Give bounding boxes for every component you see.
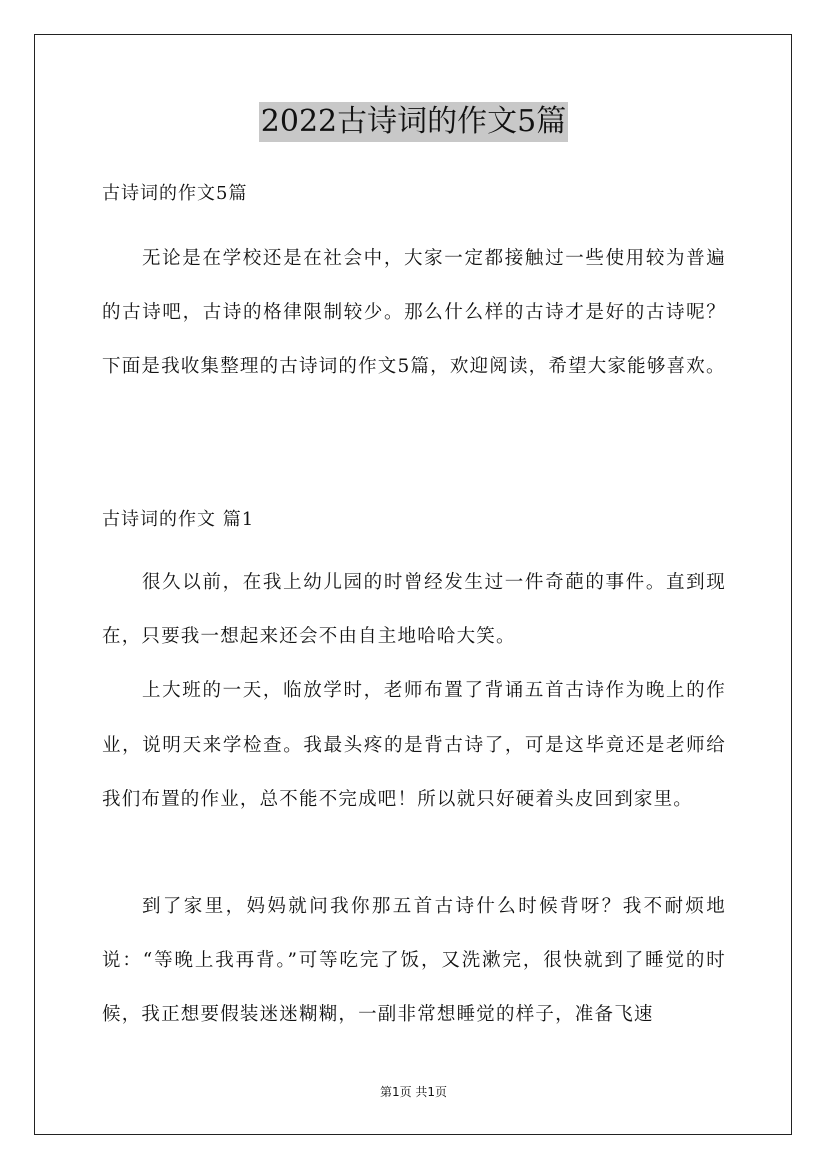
body-paragraph-3: 到了家里，妈妈就问我你那五首古诗什么时候背呀？我不耐烦地说：“等晚上我再背。”可等吃完了饭，又洗漱完，很快就到了睡觉的时候，我正想要假装迷迷糊糊，一副非常想睡觉的样子，准备飞速: [102, 896, 726, 1025]
title-wrap: [0, 102, 827, 142]
page-footer: 第1页 共1页: [379, 1085, 448, 1099]
document-subtitle: 古诗词的作文5篇: [102, 183, 248, 204]
document-title: 2022古诗词的作文5篇: [259, 102, 568, 142]
body-paragraph-2: 上大班的一天，临放学时，老师布置了背诵五首古诗作为晚上的作业，说明天来学检查。我最头疼的是背古诗了，可是这毕竟还是老师给我们布置的作业，总不能不完成吧！所以就只好硬着头皮回到家里。: [102, 680, 726, 810]
section-heading-1: 古诗词的作文 篇1: [102, 509, 255, 530]
body-paragraph-1: 很久以前，在我上幼儿园的时曾经发生过一件奇葩的事件。直到现在，只要我一想起来还会不由自主地哈哈大笑。: [102, 572, 726, 647]
intro-paragraph: 无论是在学校还是在社会中，大家一定都接触过一些使用较为普遍的古诗吧，古诗的格律限制较少。那么什么样的古诗才是好的古诗呢？下面是我收集整理的古诗词的作文5篇，欢迎阅读，希望大家能够喜欢。: [102, 248, 726, 377]
